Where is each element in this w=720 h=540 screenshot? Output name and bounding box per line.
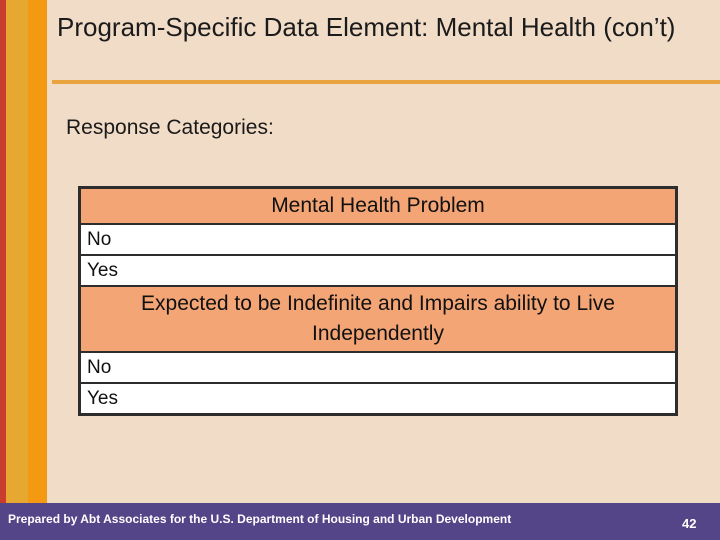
title-divider: [52, 80, 720, 84]
table-section-header: Mental Health Problem: [81, 189, 675, 223]
page-number: 42: [682, 516, 697, 531]
table-row: No: [81, 353, 675, 382]
left-accent-edge: [0, 0, 6, 503]
table-row: Yes: [81, 256, 675, 285]
left-accent-inner-bar: [28, 0, 47, 503]
table-row: Yes: [81, 384, 675, 413]
response-categories-label: Response Categories:: [66, 116, 274, 139]
slide-title: Program-Specific Data Element: Mental Health (con’t): [57, 12, 676, 42]
table-section-header: Expected to be Indefinite and Impairs ability to Live Independently: [81, 287, 675, 351]
table-row: No: [81, 225, 675, 254]
footer-credit: Prepared by Abt Associates for the U.S. Department of Housing and Urban Development: [8, 512, 512, 526]
response-table: [78, 186, 678, 416]
